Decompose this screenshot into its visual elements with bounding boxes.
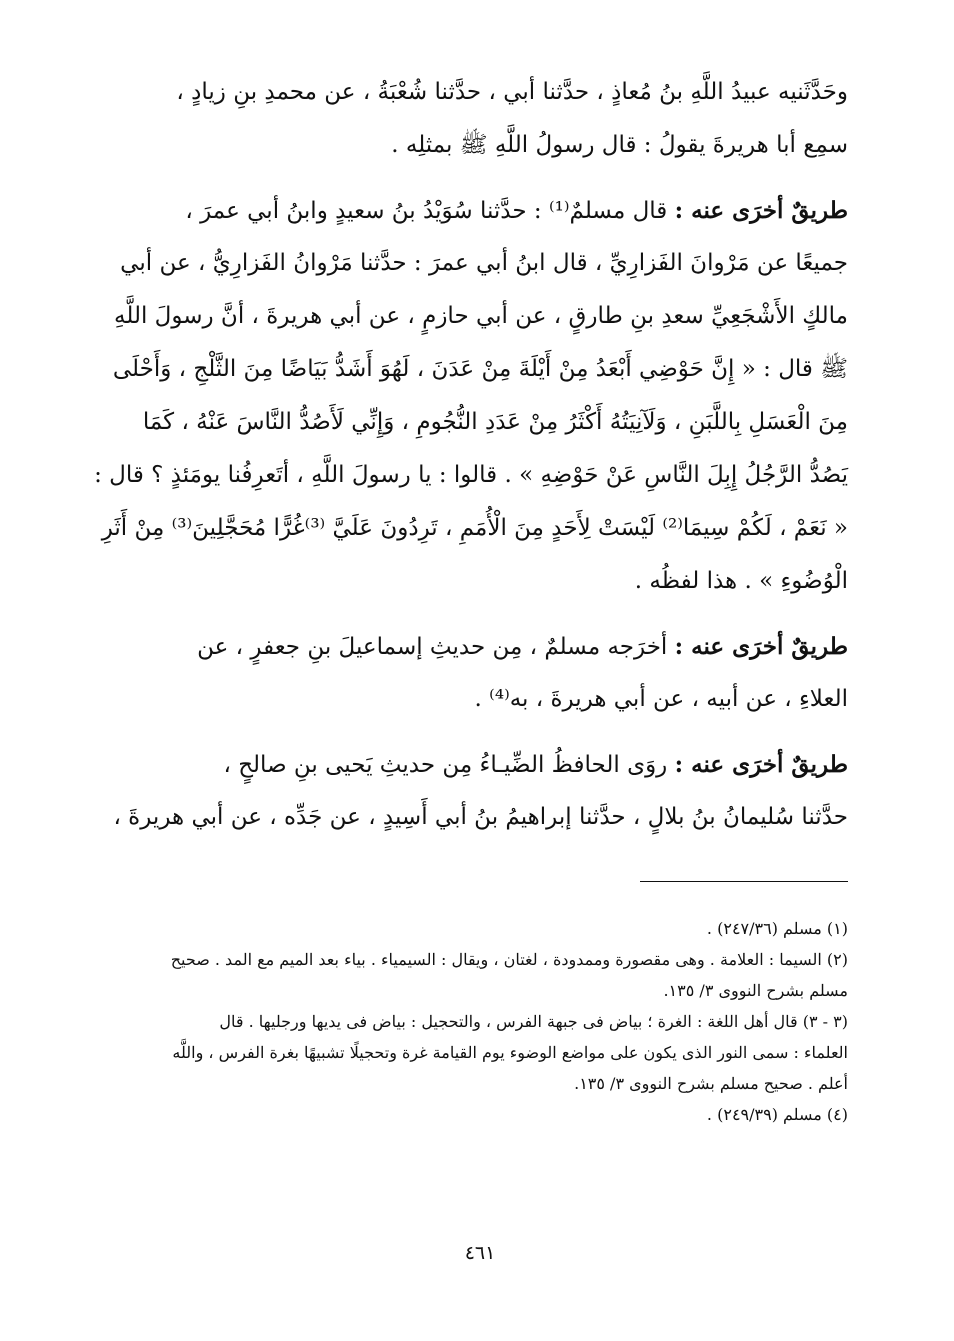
- main-text: [94, 66, 848, 844]
- text-line: سمِع أبا هريرةَ يقولُ : قال رسولُ اللَّهِ ﷺ بمثلِه .: [391, 132, 848, 158]
- text-span: أخرَجه مسلمٌ ، مِن حديثِ إسماعيلَ بنِ جعفرٍ ، عن: [197, 634, 675, 660]
- text-line: مالكٍ الأَشْجَعِيِّ سعدِ بنِ طارقٍ ، عن أبي حازمٍ ، عن أبي هريرةَ ، أنَّ رسولَ اللَّهِ: [114, 303, 848, 329]
- footnote-line: أعلم . صحيح مسلم بشرح النووى ٣/ ١٣٥.: [574, 1074, 848, 1093]
- footnote-line: العلماء : سمى النور الذى يكون على مواضع الوضوء يوم القيامة غرة وتحجيلًا تشبيهًا بغرة الفرس ، واللَّه: [172, 1043, 848, 1062]
- paragraph-line: [140, 184, 848, 237]
- text-line: العلاءِ ، عن أبيه ، عن أبي هريرةَ ، به⁽⁴⁾ .: [474, 686, 848, 712]
- text-span: قال مسلمٌ⁽¹⁾ : حدَّثنا سُوَيْدُ بنُ سعيدٍ وابنُ أبي عمرَ ،: [185, 198, 675, 224]
- text-line: حدَّثنا سُليمانُ بنُ بلالٍ ، حدَّثنا إبراهيمُ بنُ أبي أَسِيدٍ ، عن جَدِّه ، عن أبي هريرةَ ،: [113, 804, 848, 830]
- page-number: ٤٦١: [464, 1242, 496, 1264]
- text-line: « نَعَمْ ، لَكُمْ سِيمَا⁽²⁾ لَيْسَتْ لِأَحَدٍ مِنَ الْأُمَمِ ، تَرِدُونَ عَلَيَّ ⁽³⁾غُرًّا مُحَجَّلِينَ⁽³⁾ مِنْ أَثَرِ: [101, 515, 848, 541]
- text-line: مِنَ الْعَسَلِ بِاللَّبَنِ ، وَلَآنِيَتُهُ أَكْثَرُ مِنْ عَدَدِ النُّجُومِ ، وَإِنِّي لَأَصُدُّ النَّاسَ عَنْهُ ، كَمَا: [142, 409, 848, 435]
- footnotes: [140, 913, 848, 1130]
- text-line: وحَدَّثَنيه عبيدُ اللَّهِ بنُ مُعاذٍ ، حدَّثنا أبي ، حدَّثنا شُعْبَةُ ، عن محمدِ بنِ زيادٍ ،: [176, 79, 848, 105]
- text-line: يَصُدُّ الرَّجُلُ إِبِلَ النَّاسِ عَنْ حَوْضِهِ » . قالوا : يا رسولَ اللَّهِ ، أتَعرِفُنا يومَئذٍ ؟ قال :: [94, 462, 848, 488]
- section-heading: طريقٌ أخرَى عنه :: [674, 751, 848, 778]
- text-line: جميعًا عن مَرْوانَ الفَزارِيِّ ، قال ابنُ أبي عمرَ : حدَّثنا مَرْوانُ الفَزارِيُّ ، عن أبي: [120, 250, 848, 276]
- section-heading: طريقٌ أخرَى عنه :: [674, 197, 848, 224]
- footnote-line: مسلم بشرح النووى ٣/ ١٣٥.: [663, 981, 848, 1000]
- footnote-line: (٤) مسلم (٢٤٩/٣٩) .: [706, 1105, 848, 1124]
- footnote-line: (٣ - ٣) قال أهل اللغة : الغرة ؛ بياض فى جبهة الفرس ، والتحجيل : بياض فى يديها ورجليها . قال: [219, 1012, 848, 1031]
- footnote-line: (٢) السيما : العلامة . وهى مقصورة وممدودة ، لغتان ، ويقال : السيمياء . بياء بعد الميم مع المد . صحيح: [170, 950, 848, 969]
- footnote-separator: [640, 881, 848, 882]
- footnote-line: (١) مسلم (٢٤٧/٣٦) .: [706, 919, 848, 938]
- paragraph-line: [140, 738, 848, 791]
- text-span: روَى الحافظُ الضِّيـاءُ مِن حديثِ يَحيى بنِ صالحٍ ،: [223, 752, 675, 778]
- section-heading: طريقٌ أخرَى عنه :: [674, 633, 848, 660]
- paragraph-line: [140, 620, 848, 673]
- text-line: ﷺ قال : « إِنَّ حَوْضِي أَبْعَدُ مِنْ أَيْلَةَ مِنْ عَدَنَ ، لَهُوَ أَشَدُّ بَيَاضًا مِنَ الثَّلْجِ ، وَأَحْلَى: [112, 356, 848, 382]
- text-line: الْوُضُوءِ » . هذا لفظُه .: [634, 568, 848, 594]
